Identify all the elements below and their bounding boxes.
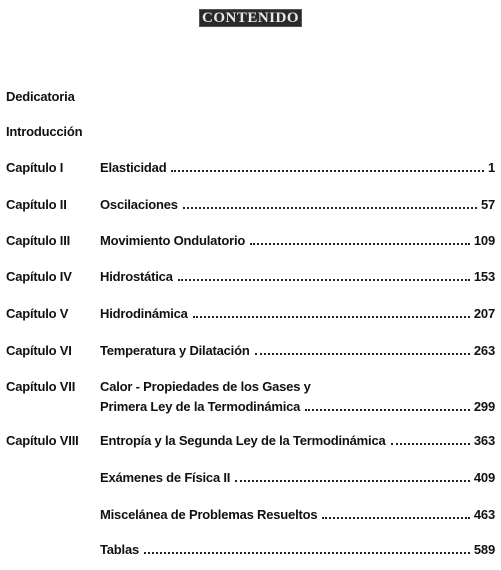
- page-number: 363: [473, 433, 495, 448]
- entry-line: [100, 433, 495, 448]
- chapter-label: Capítulo V: [6, 306, 69, 321]
- dot-leader: [183, 207, 477, 209]
- entry-title: Tablas: [100, 542, 140, 557]
- title-container: [0, 9, 501, 27]
- entry-line: [100, 269, 495, 284]
- entry-line: [100, 399, 495, 414]
- entry-title: Oscilaciones: [100, 197, 178, 212]
- dot-leader: [391, 443, 470, 445]
- dot-leader: [178, 279, 470, 281]
- entry-line: [100, 507, 495, 522]
- page-number: 153: [473, 269, 495, 284]
- page-number: 409: [473, 470, 495, 485]
- dot-leader: [193, 316, 470, 318]
- page-number: 109: [473, 233, 495, 248]
- entry-title: Entropía y la Segunda Ley de la Termodinámica: [100, 433, 386, 448]
- page-number: 463: [473, 507, 495, 522]
- front-matter-dedicatoria: Dedicatoria: [6, 89, 75, 104]
- entry-block: [100, 379, 495, 414]
- entry-title: Exámenes de Física II: [100, 470, 231, 485]
- dot-leader: [255, 353, 470, 355]
- entry-title: Hidrostática: [100, 269, 173, 284]
- entry-title: Elasticidad: [100, 160, 167, 175]
- entry-title: Primera Ley de la Termodinámica: [100, 399, 301, 414]
- entry-line: [100, 542, 495, 557]
- chapter-label: Capítulo VI: [6, 343, 72, 358]
- chapter-label: Capítulo VIII: [6, 433, 79, 448]
- page-number: 263: [473, 343, 495, 358]
- dot-leader: [171, 170, 484, 172]
- chapter-label: Capítulo IV: [6, 269, 72, 284]
- entry-title: Hidrodinámica: [100, 306, 188, 321]
- chapter-label: Capítulo II: [6, 197, 67, 212]
- chapter-label: Capítulo VII: [6, 379, 76, 394]
- dot-leader: [305, 409, 470, 411]
- page-number: 207: [473, 306, 495, 321]
- entry-line: [100, 233, 495, 248]
- dot-leader: [322, 517, 470, 519]
- page-number: 1: [487, 160, 495, 175]
- entry-title: Miscelánea de Problemas Resueltos: [100, 507, 318, 522]
- page-title: CONTENIDO: [199, 9, 302, 27]
- dot-leader: [235, 480, 470, 482]
- chapter-label: Capítulo III: [6, 233, 71, 248]
- entry-line: [100, 343, 495, 358]
- entry-title-line1: Calor - Propiedades de los Gases y: [100, 379, 311, 394]
- page-number: 589: [473, 542, 495, 557]
- entry-title: Movimiento Ondulatorio: [100, 233, 246, 248]
- chapter-label: Capítulo I: [6, 160, 64, 175]
- dot-leader: [250, 243, 470, 245]
- entry-line: [100, 197, 495, 212]
- entry-line: [100, 160, 495, 175]
- front-matter-introduccion: Introducción: [6, 124, 83, 139]
- entry-line: [100, 306, 495, 321]
- dot-leader: [144, 552, 470, 554]
- page-number: 299: [473, 399, 495, 414]
- entry-line: [100, 470, 495, 485]
- entry-title: Temperatura y Dilatación: [100, 343, 250, 358]
- page-number: 57: [480, 197, 495, 212]
